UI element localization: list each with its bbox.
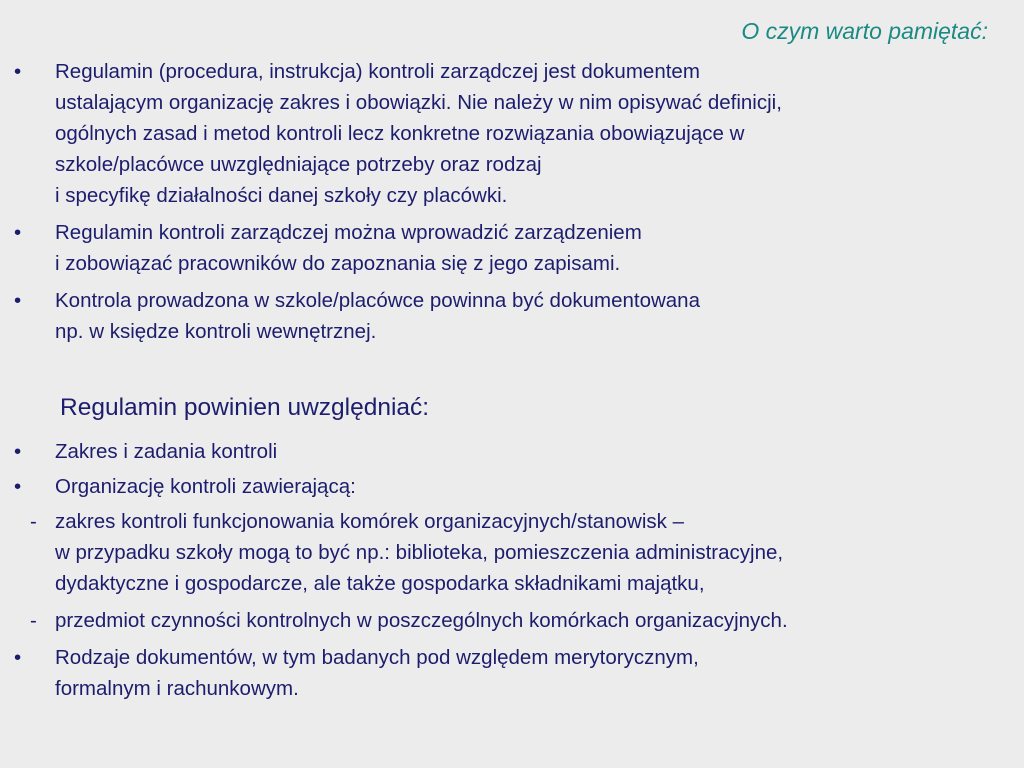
item-text-line: w przypadku szkoły mogą to być np.: biblioteka, pomieszczenia administracyjne, xyxy=(55,541,784,564)
bullet-icon: • xyxy=(14,440,22,463)
item-text-line: i specyfikę działalności danej szkoły czy placówki. xyxy=(55,184,508,207)
sub-list-item xyxy=(0,605,1000,636)
list-item xyxy=(0,471,1000,502)
list-item xyxy=(0,217,1000,279)
bullet-icon: • xyxy=(14,646,22,669)
dash-icon: - xyxy=(30,609,37,632)
item-text-line: Regulamin (procedura, instrukcja) kontroli zarządczej jest dokumentem xyxy=(55,60,700,83)
bullet-icon: • xyxy=(14,475,22,498)
item-text-line: dydaktyczne i gospodarcze, ale także gospodarka składnikami majątku, xyxy=(55,572,705,595)
list-item xyxy=(0,436,1000,467)
list-item xyxy=(0,285,1000,347)
item-text-line: ustalającym organizację zakres i obowiązki. Nie należy w nim opisywać definicji, xyxy=(55,91,782,114)
bullet-icon: • xyxy=(14,60,22,83)
item-text-line: ogólnych zasad i metod kontroli lecz konkretne rozwiązania obowiązujące w xyxy=(55,122,745,145)
reminders-list xyxy=(0,56,1000,347)
item-text-line: np. w księdze kontroli wewnętrznej. xyxy=(55,320,377,343)
list-item xyxy=(0,642,1000,704)
item-text-line: Zakres i zadania kontroli xyxy=(55,440,278,463)
item-text-line: Organizację kontroli zawierającą: xyxy=(55,475,356,498)
list-item xyxy=(0,56,1000,211)
section-heading: Regulamin powinien uwzględniać: xyxy=(60,394,430,421)
sub-list-item xyxy=(0,506,1000,599)
item-text-line: formalnym i rachunkowym. xyxy=(55,677,299,700)
item-text-line: przedmiot czynności kontrolnych w poszczególnych komórkach organizacyjnych. xyxy=(55,609,788,632)
item-text-line: zakres kontroli funkcjonowania komórek organizacyjnych/stanowisk – xyxy=(55,510,684,533)
item-text-line: Regulamin kontroli zarządczej można wprowadzić zarządzeniem xyxy=(55,221,642,244)
slide-title: O czym warto pamiętać: xyxy=(741,18,988,44)
item-text-line: i zobowiązać pracowników do zapoznania się z jego zapisami. xyxy=(55,252,621,275)
requirements-list xyxy=(0,436,1000,704)
item-text-line: szkole/placówce uwzględniające potrzeby oraz rodzaj xyxy=(55,153,542,176)
bullet-icon: • xyxy=(14,221,22,244)
dash-icon: - xyxy=(30,510,37,533)
bullet-icon: • xyxy=(14,289,22,312)
item-text-line: Kontrola prowadzona w szkole/placówce powinna być dokumentowana xyxy=(55,289,700,312)
item-text-line: Rodzaje dokumentów, w tym badanych pod względem merytorycznym, xyxy=(55,646,699,669)
